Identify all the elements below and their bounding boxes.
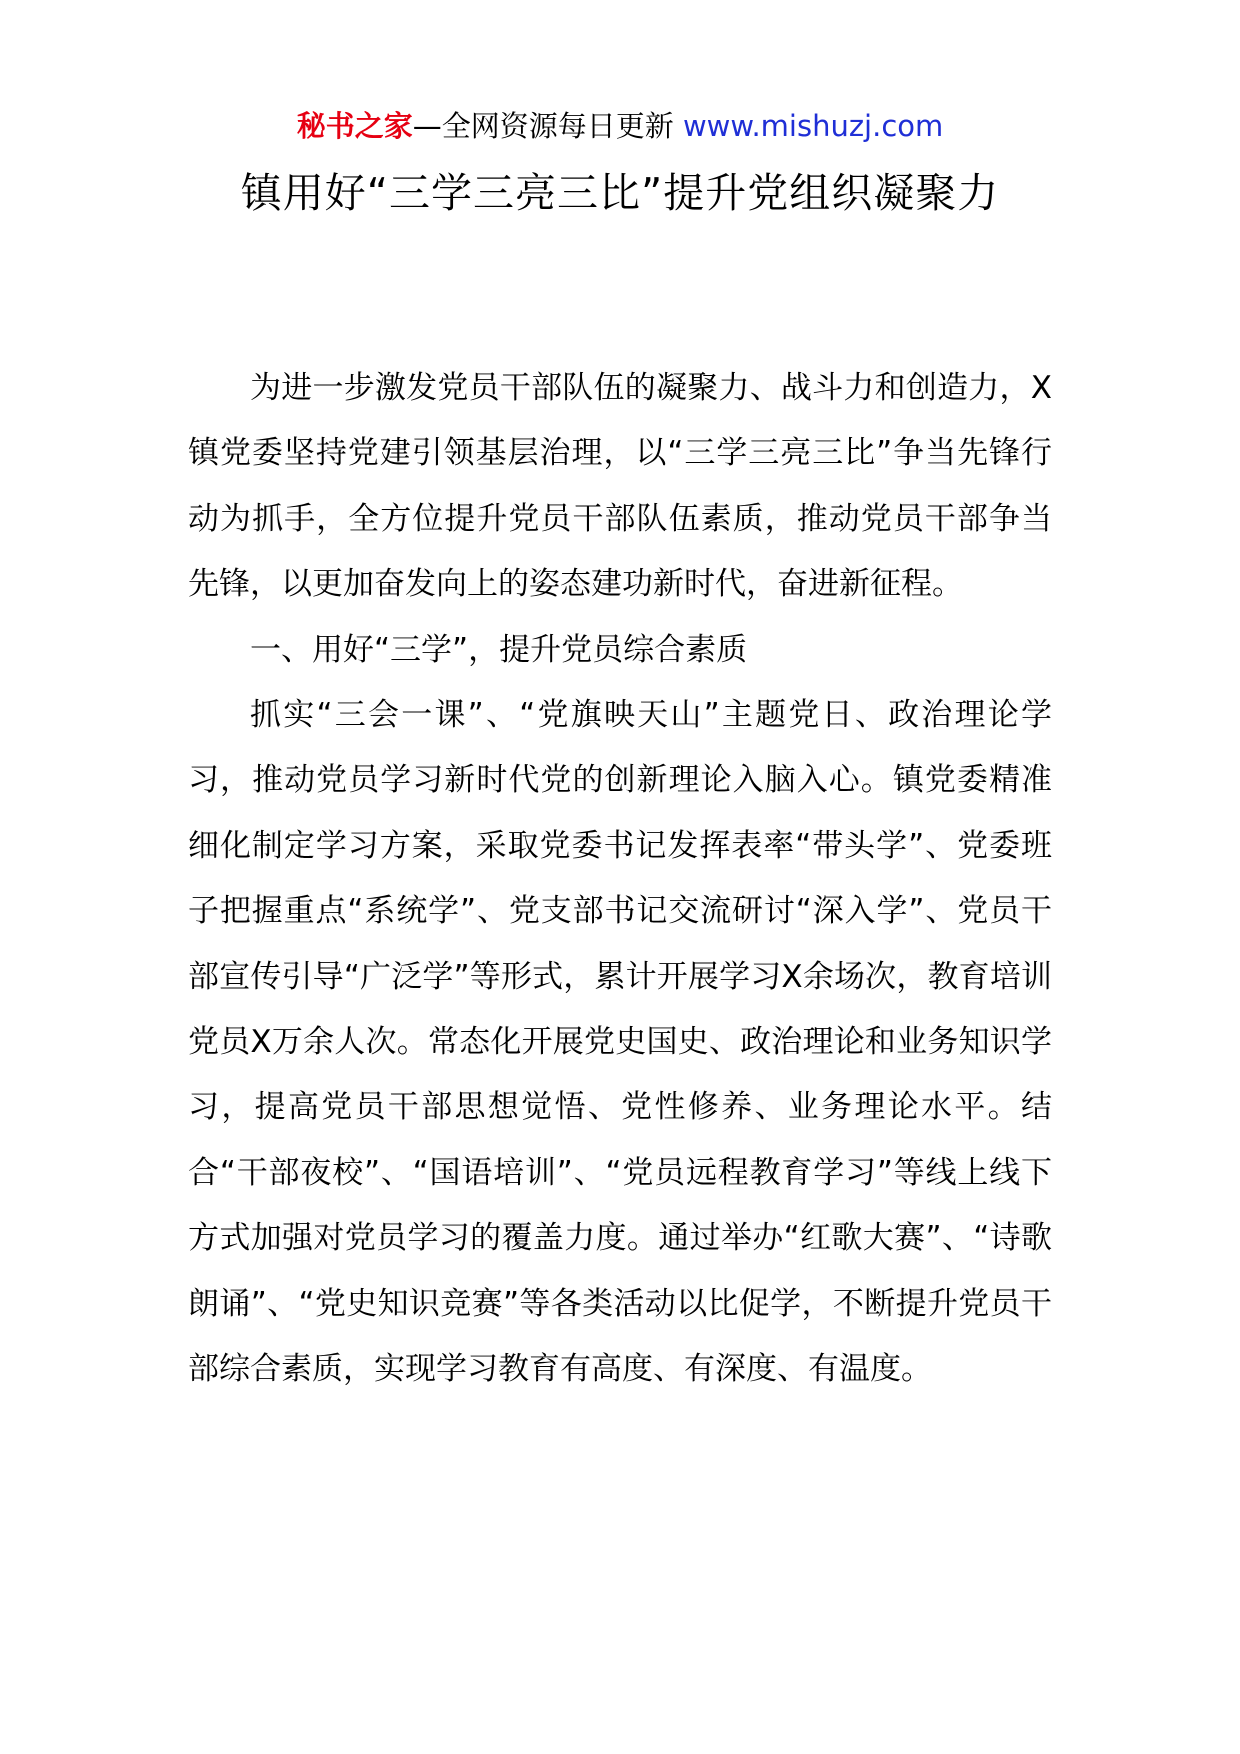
header-tagline: —全网资源每日更新 bbox=[412, 109, 683, 143]
brand-name: 秘书之家 bbox=[296, 109, 413, 143]
site-url-link[interactable]: www.mishuzj.com bbox=[682, 109, 944, 143]
section-heading: 一、用好“三学”，提升党员综合素质 bbox=[250, 631, 748, 668]
document-title: 镇用好“三学三亮三比”提升党组织凝聚力 bbox=[240, 169, 1000, 217]
intro-paragraph: 为进一步激发党员干部队伍的凝聚力、战斗力和创造力，X镇党委坚持党建引领基层治理，以“三学三亮三比”争当先锋行动为抓手，全方位提升党员干部队伍素质，推动党员干部争当先锋，以更加奋发向上的姿态建功新时代，奋进新征程。 bbox=[188, 370, 1052, 603]
site-header bbox=[0, 98, 1240, 154]
body-paragraph: 抓实“三会一课”、“党旗映天山”主题党日、政治理论学习，推动党员学习新时代党的创新理论入脑入心。镇党委精准细化制定学习方案，采取党委书记发挥表率“带头学”、党委班子把握重点“系统学”、党支部书记交流研讨“深入学”、党员干部宣传引导“广泛学”等形式，累计开展学习X余场次，教育培训党员X万余人次。常态化开展党史国史、政治理论和业务知识学习，提高党员干部思想觉悟、党性修养、业务理论水平。结合“干部夜校”、“国语培训”、“党员远程教育学习”等线上线下方式加强对党员学习的覆盖力度。通过举办“红歌大赛”、“诗歌朗诵”、“党史知识竞赛”等各类活动以比促学，不断提升党员干部综合素质，实现学习教育有高度、有深度、有温度。 bbox=[188, 697, 1052, 1388]
document-body bbox=[188, 356, 1052, 1403]
